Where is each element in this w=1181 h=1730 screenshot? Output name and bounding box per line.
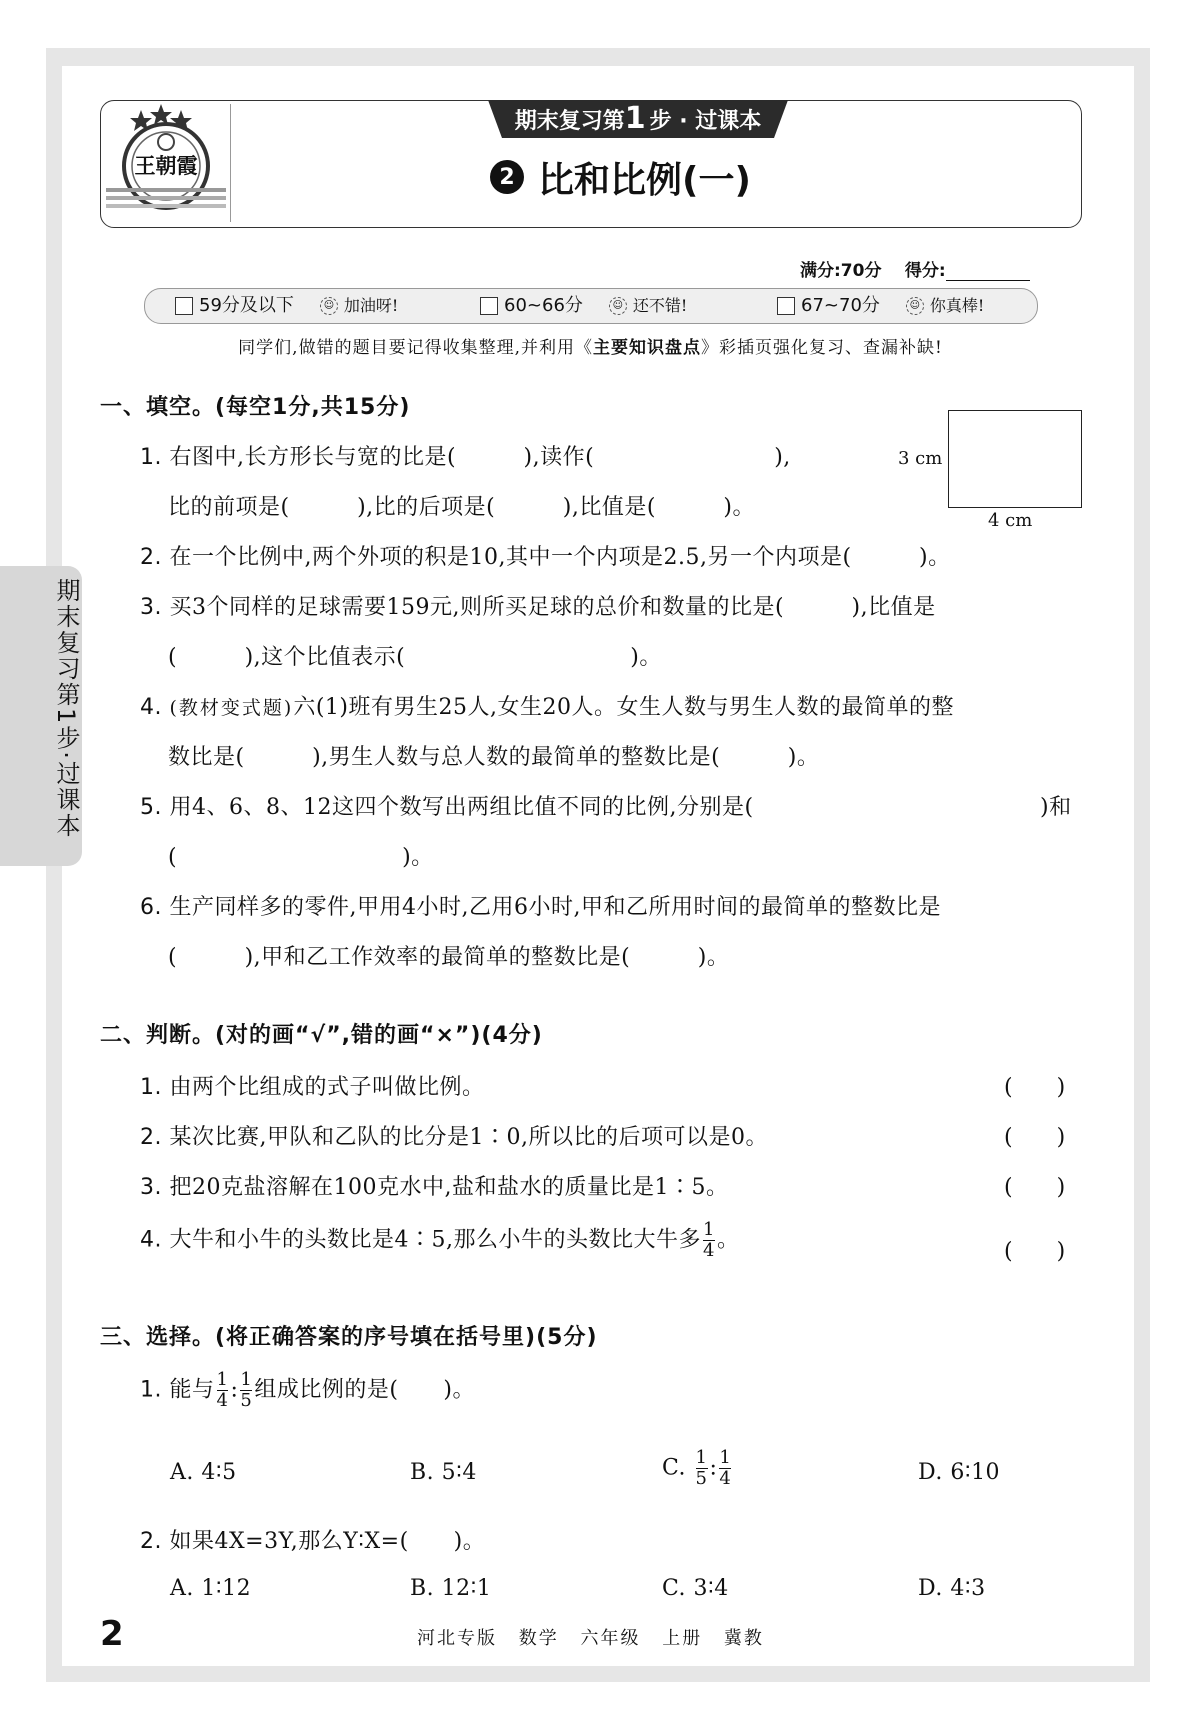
tab-pre: 期末复习第 <box>514 109 625 134</box>
judge-3-text: 把20克盐溶解在100克水中,盐和盐水的质量比是1∶5。 <box>169 1175 729 1200</box>
question-1-3: 3. 买3个同样的足球需要159元,则所买足球的总价和数量的比是( ),比值是 <box>140 595 936 620</box>
judge-4: 4. 大牛和小牛的头数比是4∶5,那么小牛的头数比大牛多 $\frac{1}{4}$ 。 <box>140 1219 740 1261</box>
note-pre: 同学们,做错的题目要记得收集整理,并利用《 <box>238 338 593 358</box>
fraction <box>240 1370 252 1411</box>
judge-1: 1. 由两个比组成的式子叫做比例。 <box>140 1075 485 1100</box>
q3-line1: 买3个同样的足球需要159元,则所买足球的总价和数量的比是( ),比值是 <box>169 595 936 620</box>
frac-num: 1 <box>695 1447 708 1468</box>
logo-text: 王朝霞 <box>134 153 198 178</box>
rectangle-figure <box>948 410 1082 508</box>
lesson-number-badge: 2 <box>490 160 524 194</box>
rating-item <box>777 289 984 323</box>
frac-den: 4 <box>216 1390 229 1411</box>
frac-den: 5 <box>695 1468 708 1489</box>
rating-comment: 还不错! <box>632 296 688 315</box>
section-2-title: 二、判断。(对的画“√”,错的画“×”)(4分) <box>100 1023 543 1048</box>
judge-1-text: 由两个比组成的式子叫做比例。 <box>169 1075 485 1100</box>
frac-num: 1 <box>719 1447 732 1468</box>
full-score: 满分:70分 <box>800 261 882 281</box>
score-area <box>800 256 1030 281</box>
question-1-4: 4. (教材变式题)六(1)班有男生25人,女生20人。女生人数与男生人数的最简单的整 <box>140 695 954 720</box>
rating-item <box>175 289 398 323</box>
choice-2-option-a[interactable]: A. 1∶12 <box>170 1576 252 1601</box>
colon: : <box>709 1455 718 1481</box>
note-post: 强化复习、查漏补缺! <box>772 338 943 358</box>
question-1-2: 2. 在一个比例中,两个外项的积是10,其中一个内项是2.5,另一个内项是( )。 <box>140 545 951 570</box>
tab-num: 1 <box>624 101 646 136</box>
fraction <box>217 1370 229 1411</box>
choice-1-post: 组成比例的是( )。 <box>254 1377 475 1403</box>
figure-side-label: 3 cm <box>898 448 943 469</box>
choice-1-option-a[interactable]: A. 4∶5 <box>170 1460 237 1485</box>
rating-checkbox[interactable] <box>480 297 498 315</box>
rating-comment: 加油呀! <box>343 296 399 315</box>
judge-4-text: 大牛和小牛的头数比是4∶5,那么小牛的头数比大牛多 <box>169 1227 701 1253</box>
fraction <box>696 1448 708 1489</box>
footer-text: 河北专版 数学 六年级 上册 冀教 <box>417 1628 764 1649</box>
question-1-5b: ( )。 <box>168 845 434 870</box>
choice-1-option-c[interactable] <box>662 1448 733 1489</box>
page-number: 2 <box>100 1614 124 1654</box>
smiley-icon: ☺ <box>320 297 338 315</box>
score-label: 得分: <box>904 261 946 281</box>
question-1-4b: 数比是( ),男生人数与总人数的最简单的整数比是( )。 <box>168 745 820 770</box>
rating-bar <box>144 288 1038 324</box>
choice-2-text: 如果4X=3Y,那么Y∶X=( )。 <box>169 1529 486 1554</box>
lesson-heading <box>490 152 790 202</box>
smiley-icon: ☺ <box>906 297 924 315</box>
judge-2-text: 某次比赛,甲队和乙队的比分是1∶0,所以比的后项可以是0。 <box>169 1125 768 1150</box>
choice-2-option-c[interactable]: C. 3∶4 <box>662 1576 729 1601</box>
judge-3: 3. 把20克盐溶解在100克水中,盐和盐水的质量比是1∶5。 <box>140 1175 729 1200</box>
question-1-1b: 比的前项是( ),比的后项是( ),比值是( )。 <box>168 495 755 520</box>
smiley-icon: ☺ <box>609 297 627 315</box>
q4-line1: 六(1)班有男生25人,女生20人。女生人数与男生人数的最简单的整 <box>293 695 954 720</box>
tab-post: 步 · 过课本 <box>649 109 762 134</box>
q6-line1: 生产同样多的零件,甲用4小时,乙用6小时,甲和乙所用时间的最简单的整数比是 <box>169 895 941 920</box>
fraction <box>719 1448 731 1489</box>
section-3-title: 三、选择。(将正确答案的序号填在括号里)(5分) <box>100 1325 598 1350</box>
section-1-title: 一、填空。(每空1分,共15分) <box>100 395 411 420</box>
choice-2-option-d[interactable]: D. 4∶3 <box>918 1576 986 1601</box>
choice-1-option-b[interactable]: B. 5∶4 <box>410 1460 477 1485</box>
score-blank[interactable] <box>946 264 1030 281</box>
option-c-label: C. <box>662 1455 687 1481</box>
q5-line1: 用4、6、8、12这四个数写出两组比值不同的比例,分别是( <box>169 795 754 820</box>
frac-num: 1 <box>216 1369 229 1390</box>
figure-bottom-label: 4 cm <box>988 510 1033 531</box>
q4-tag: (教材变式题) <box>169 697 294 719</box>
choice-2-option-b[interactable]: B. 12∶1 <box>410 1576 492 1601</box>
question-1-5: 5. 用4、6、8、12这四个数写出两组比值不同的比例,分别是( <box>140 795 754 820</box>
choice-2: 2. 如果4X=3Y,那么Y∶X=( )。 <box>140 1529 486 1554</box>
judge-2-answer[interactable]: ( ) <box>1004 1125 1066 1150</box>
frac-num: 1 <box>702 1219 715 1240</box>
frac-num: 1 <box>240 1369 253 1390</box>
side-tab-text: 期末复习第1步·过课本 <box>52 578 80 839</box>
logo-divider <box>230 104 231 222</box>
rating-checkbox[interactable] <box>777 297 795 315</box>
rating-item <box>480 289 687 323</box>
choice-1-pre: 能与 <box>169 1377 215 1403</box>
rating-range: 67~70分 <box>801 295 880 316</box>
frac-den: 4 <box>702 1240 715 1261</box>
judge-2: 2. 某次比赛,甲队和乙队的比分是1∶0,所以比的后项可以是0。 <box>140 1125 768 1150</box>
rating-range: 59分及以下 <box>199 295 294 316</box>
rating-range: 60~66分 <box>504 295 583 316</box>
frac-den: 4 <box>719 1468 732 1489</box>
judge-4-end: 。 <box>716 1227 740 1253</box>
question-1-6: 6. 生产同样多的零件,甲用4小时,乙用6小时,甲和乙所用时间的最简单的整数比是 <box>140 895 941 920</box>
question-1-3b: ( ),这个比值表示( )。 <box>168 645 662 670</box>
instruction-note <box>0 333 1181 358</box>
judge-3-answer[interactable]: ( ) <box>1004 1175 1066 1200</box>
fraction <box>703 1220 715 1261</box>
q1-line1: 右图中,长方形长与宽的比是( ),读作( ), <box>169 445 791 470</box>
judge-4-answer[interactable]: ( ) <box>1004 1239 1066 1264</box>
question-1-5-end: )和 <box>1040 795 1072 820</box>
lesson-title: 比和比例(一) <box>538 159 751 201</box>
choice-1: 1. 能与 $\frac{1}{4}$ : $\frac{1}{5}$ 组成比例的是( )。 <box>140 1369 475 1411</box>
question-1-1: 1. 右图中,长方形长与宽的比是( ),读作( ), <box>140 445 791 470</box>
frac-den: 5 <box>240 1390 253 1411</box>
rating-checkbox[interactable] <box>175 297 193 315</box>
judge-1-answer[interactable]: ( ) <box>1004 1075 1066 1100</box>
rating-comment: 你真棒! <box>929 296 985 315</box>
question-1-6b: ( ),甲和乙工作效率的最简单的整数比是( )。 <box>168 945 730 970</box>
colon: : <box>230 1377 239 1403</box>
choice-1-option-d[interactable]: D. 6∶10 <box>918 1460 1001 1485</box>
note-bold: 主要知识盘点 <box>592 338 701 358</box>
q2-text: 在一个比例中,两个外项的积是10,其中一个内项是2.5,另一个内项是( )。 <box>169 545 951 570</box>
note-mid: 》彩插页 <box>700 338 773 358</box>
header-tab <box>488 100 788 138</box>
